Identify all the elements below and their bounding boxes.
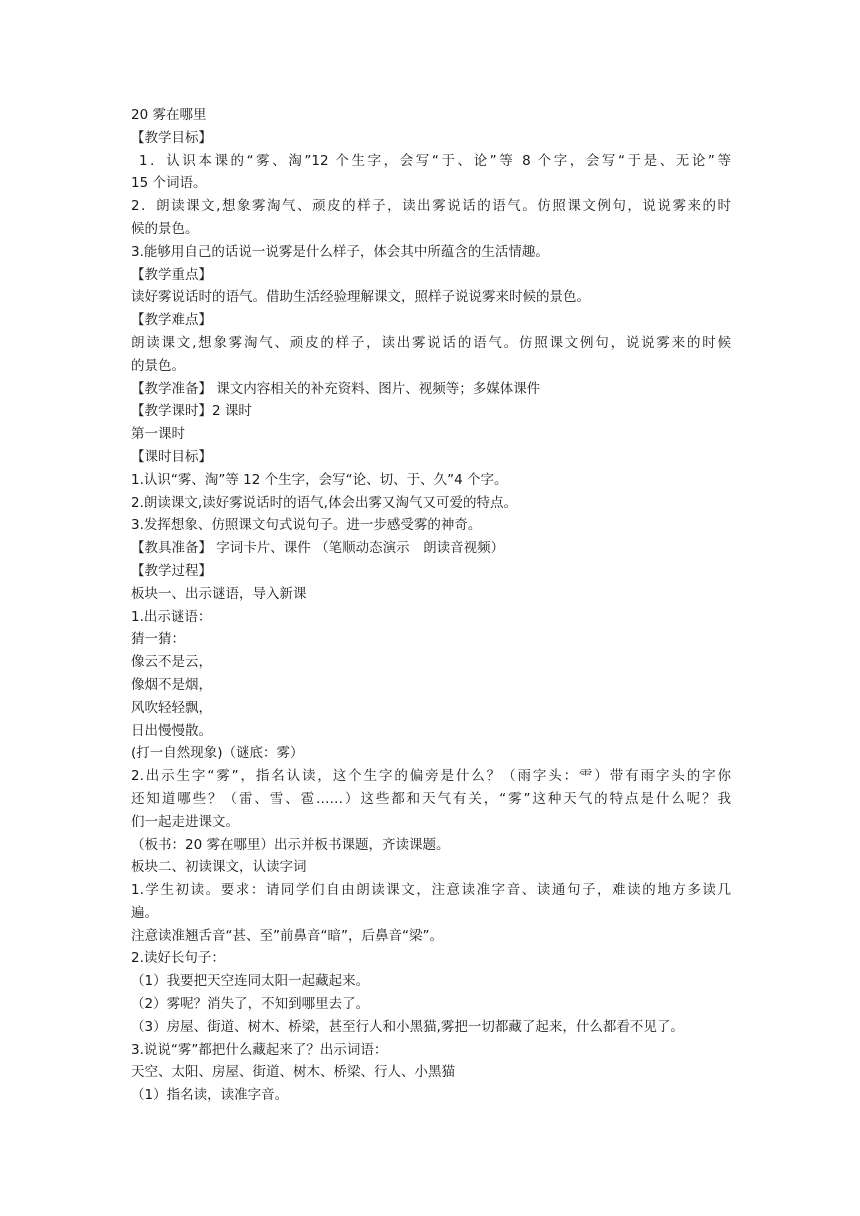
text-line: 2．朗读课文,想象雾淘气、顽皮的样子，读出雾说话的语气。仿照课文例句，说说雾来的时 <box>131 198 731 215</box>
text-line: 还知道哪些？（雷、雪、雹……）这些都和天气有关，“雾”这种天气的特点是什么呢？我 <box>131 790 731 807</box>
text-line: 2.朗读课文,读好雾说话时的语气,体会出雾又淘气又可爱的特点。 <box>131 494 517 511</box>
text-line: 15 个词语。 <box>131 175 207 192</box>
text-line: 遍。 <box>131 904 158 921</box>
text-line: 1.学生初读。要求：请同学们自由朗读课文，注意读准字音、读通句子，难读的地方多读几 <box>131 882 731 899</box>
text-line: 2.出示生字“雾”，指名认读，这个生字的偏旁是什么？（雨字头：⻗）带有雨字头的字你 <box>131 768 731 785</box>
text-line: 1．认识本课的“雾、淘”12 个生字，会写“于、论”等 8 个字，会写“于是、无论”等 <box>139 152 731 169</box>
text-line: 像云不是云， <box>131 654 212 671</box>
text-line: 板块一、出示谜语，导入新课 <box>131 585 307 602</box>
text-line: 2.读好长句子： <box>131 950 225 967</box>
text-line: （1）我要把天空连同太阳一起藏起来。 <box>131 973 370 990</box>
text-line: 猜一猜： <box>131 631 185 648</box>
text-line: （1）指名读，读准字音。 <box>131 1087 289 1104</box>
text-line: 日出慢慢散。 <box>131 722 212 739</box>
text-line: 【教学过程】 <box>131 562 212 579</box>
text-line: 候的景色。 <box>131 220 199 237</box>
text-line: 20 雾在哪里 <box>131 107 207 123</box>
text-line: 3.发挥想象、仿照课文句式说句子。进一步感受雾的神奇。 <box>131 517 482 534</box>
text-line: 的景色。 <box>131 357 185 374</box>
text-line: 1.认识“雾、淘”等 12 个生字，会写“论、切、于、久”4 个字。 <box>131 471 508 488</box>
text-line: （板书：20 雾在哪里）出示并板书课题，齐读课题。 <box>131 836 450 853</box>
text-line: 【教学重点】 <box>131 266 212 283</box>
text-line: 1.出示谜语： <box>131 608 212 625</box>
text-line: 注意读准翘舌音“甚、至”前鼻音“暗”，后鼻音“梁”。 <box>131 927 443 944</box>
text-line: (打一自然现象)（谜底：雾） <box>131 745 304 762</box>
text-line: 第一课时 <box>131 426 185 443</box>
text-line: 风吹轻轻飘， <box>131 699 212 716</box>
text-line: 3.能够用自己的话说一说雾是什么样子，体会其中所蕴含的生活情趣。 <box>131 243 549 260</box>
text-line: （2）雾呢？消失了，不知到哪里去了。 <box>131 996 370 1013</box>
text-line: 板块二、初读课文，认读字词 <box>131 859 307 876</box>
text-line: 【教具准备】 字词卡片、课件 （笔顺动态演示 朗读音视频） <box>131 540 505 557</box>
text-line: 【教学目标】 <box>131 129 212 146</box>
text-line: 【教学准备】 课文内容相关的补充资料、图片、视频等；多媒体课件 <box>131 380 541 397</box>
text-line: 读好雾说话时的语气。借助生活经验理解课文，照样子说说雾来时候的景色。 <box>131 289 590 306</box>
text-line: 【课时目标】 <box>131 448 212 465</box>
document-page <box>131 104 731 1107</box>
text-line: 们一起走进课文。 <box>131 813 239 830</box>
text-line: 天空、太阳、房屋、街道、树木、桥梁、行人、小黑猫 <box>131 1064 455 1081</box>
text-line: 【教学难点】 <box>131 312 212 329</box>
text-line: （3）房屋、街道、树木、桥梁，甚至行人和小黑猫,雾把一切都藏了起来，什么都看不见了。 <box>131 1018 684 1035</box>
text-line: 朗读课文,想象雾淘气、顽皮的样子，读出雾说话的语气。仿照课文例句，说说雾来的时候 <box>131 334 731 351</box>
text-line: 【教学课时】2 课时 <box>131 403 252 420</box>
text-line: 3.说说“雾”都把什么藏起来了？出示词语： <box>131 1041 388 1058</box>
text-line: 像烟不是烟， <box>131 676 212 693</box>
